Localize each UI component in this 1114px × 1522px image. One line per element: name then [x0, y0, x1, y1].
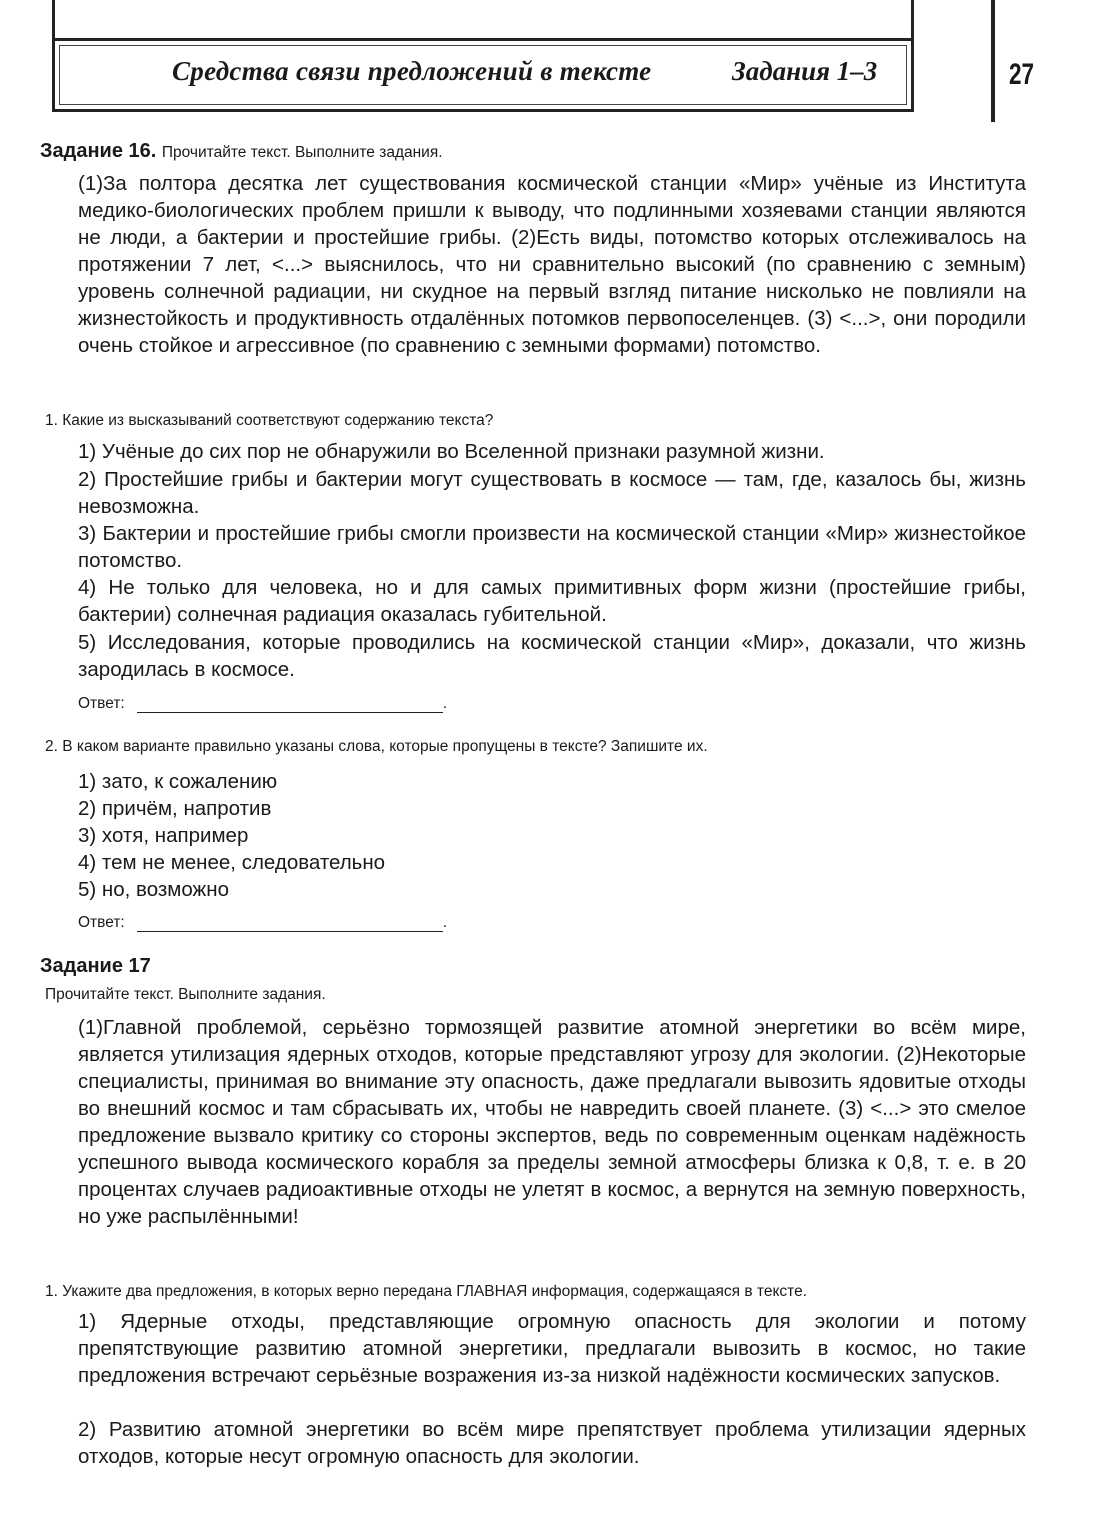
- answer-line[interactable]: [137, 698, 443, 713]
- task17-q1-question: 1. Укажите два предложения, в которых верно передана ГЛАВНАЯ информация, содержащаяся в тексте.: [45, 1283, 808, 1300]
- task16-q1-option-3: 3) Бактерии и простейшие грибы смогли произвести на космической станции «Мир» жизнестойкое потомство.: [78, 522, 1026, 572]
- answer-label: Ответ:: [78, 695, 125, 712]
- page-number: 27: [1009, 58, 1035, 91]
- margin-rule: [991, 0, 995, 122]
- task16-q1-option-4: 4) Не только для человека, но и для самых примитивных форм жизни (простейшие грибы, бактерии) солнечная радиация оказалась губительной.: [78, 576, 1026, 626]
- task17-heading: [40, 955, 151, 978]
- task16-q1-question: 1. Какие из высказываний соответствуют содержанию текста?: [45, 412, 494, 429]
- task16-instruction: Прочитайте текст. Выполните задания.: [161, 144, 443, 161]
- task16-text: (1)За полтора десятка лет существования космической станции «Мир» учёные из Института медико-биологических проблем пришли к выводу, что подлинными хозяевами станции являются не люди, а бактерии и простейшие грибы. (2)Есть виды, потомство которых отслеживалось на протяжении 7 лет, <...> выяснилось, что ни сравнительно высокий (по сравнению с земным) уровень солнечной радиации, ни скудное на первый взгляд питание нисколько не повлияли на жизнестойкость и продуктивность отдалённых потомков первопоселенцев. (3) <...>, они породили очень стойкое и агрессивное (по сравнению с земными формами) потомство.: [78, 172, 1026, 357]
- task16-q1-answer: Ответ: .: [78, 695, 448, 712]
- task17-q1-option-1: 1) Ядерные отходы, представляющие огромную опасность для экологии и потому препятствующие развитию атомной энергетики, предлагали вывозить в космос, но такие предложения встречают серьёзные возражения из-за низкой надёжности космических запусков.: [78, 1310, 1026, 1387]
- task17-q1-option-2: 2) Развитию атомной энергетики во всём мире препятствует проблема утилизации ядерных отходов, которые несут огромную опасность для экологии.: [78, 1418, 1026, 1468]
- answer-label: Ответ:: [78, 914, 125, 931]
- task16-q2-option-5: 5) но, возможно: [78, 878, 229, 901]
- section-title: Средства связи предложений в тексте: [172, 56, 652, 86]
- task16-q2-option-3: 3) хотя, например: [78, 824, 249, 847]
- frame-right-rule: [911, 0, 914, 40]
- task17-text: (1)Главной проблемой, серьёзно тормозящей развитие атомной энергетики во всём мире, является утилизация ядерных отходов, которые представляют угрозу для экологии. (2)Некоторые специалисты, принимая во внимание эту опасность, даже предлагали вывозить ядовитые отходы во внешний космос и там сбрасывать их, чтобы не навредить своей планете. (3) <...> это смелое предложение вызвало критику со стороны экспертов, ведь по современным оценкам надёжность успешного вывода космического корабля за пределы земной атмосферы близка к 0,8, т. е. в 20 процентах случаев радиоактивные отходы не улетят в космос, а вернутся на земную поверхность, но уже распылёнными!: [78, 1016, 1026, 1228]
- task16-label: Задание 16.: [40, 140, 157, 162]
- task16-q1-option-5: 5) Исследования, которые проводились на космической станции «Мир», доказали, что жизнь зародилась в космосе.: [78, 631, 1026, 681]
- answer-line[interactable]: [137, 917, 443, 932]
- task-range: Задания 1–3: [732, 56, 878, 86]
- task16-q2-answer: Ответ: .: [78, 914, 448, 931]
- task16-q2-option-2: 2) причём, напротив: [78, 797, 272, 820]
- task17-label: Задание 17: [40, 955, 151, 977]
- task16-q2-option-4: 4) тем не менее, следовательно: [78, 851, 386, 874]
- task16-q1-option-2: 2) Простейшие грибы и бактерии могут существовать в космосе — там, где, казалось бы, жизнь невозможна.: [78, 468, 1026, 518]
- task16-q1-option-1: 1) Учёные до сих пор не обнаружили во Вселенной признаки разумной жизни.: [78, 440, 825, 463]
- task16-q2-question: 2. В каком варианте правильно указаны слова, которые пропущены в тексте? Запишите их.: [45, 738, 708, 755]
- task16-q2-option-1: 1) зато, к сожалению: [78, 770, 278, 793]
- task16-heading: [40, 140, 443, 163]
- task17-instruction: Прочитайте текст. Выполните задания.: [45, 986, 326, 1003]
- frame-left-rule: [52, 0, 55, 40]
